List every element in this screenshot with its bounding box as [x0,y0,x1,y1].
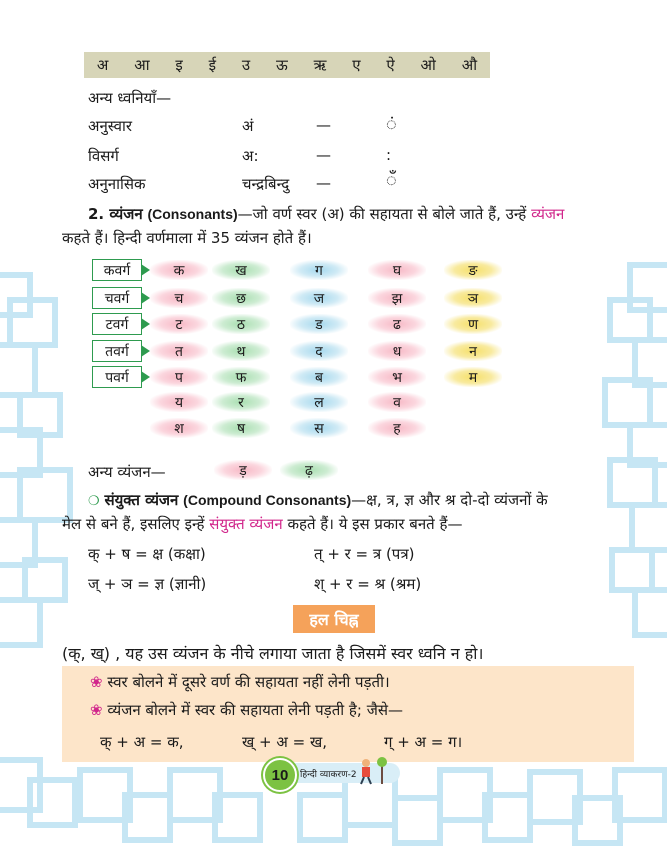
consonant-cell: ध [368,341,426,361]
sound-name: विसर्ग [88,147,119,165]
consonant-cell: ण [444,314,502,334]
consonant-cell: ड़ [214,460,272,480]
vowel: औ [461,56,478,74]
vowel: ऋ [313,56,327,74]
vowel: अ [96,56,109,74]
halant-title-box: हल चिह्न [293,605,375,633]
consonant-cell: ल [290,392,348,412]
halant-example: ग् + अ = ग। [384,733,463,751]
halant-description: (क्, ख्) , यह उस व्यंजन के नीचे लगाया जाता है जिसमें स्वर ध्वनि न हो। [62,644,484,663]
compound-text: कहते हैं। ये इस प्रकार बनते हैं— [287,515,463,533]
sound-sign: ँ [386,170,397,191]
vowel: ऊ [275,56,288,74]
note-item [90,672,390,692]
sound-name: अनुनासिक [88,175,146,193]
compound-text: मेल से बने हैं, इसलिए इन्हें [62,515,205,533]
halant-example: क् + अ = क, [100,733,184,751]
arrow-icon [141,318,150,330]
consonant-cell: ठ [212,314,270,334]
consonant-cell: र [212,392,270,412]
compound-heading [88,490,548,510]
varga-label: चवर्ग [92,287,142,309]
consonant-cell: क [150,260,208,280]
consonant-cell: ञ [444,288,502,308]
consonant-cell: झ [368,288,426,308]
vowel: ऐ [386,56,395,74]
note-text: स्वर बोलने में दूसरे वर्ण की सहायता नहीं लेनी पड़ती। [107,673,390,691]
vowel: ई [208,56,217,74]
sound-dash: — [316,116,331,134]
kids-illustration-icon [352,756,392,786]
consonant-cell: च [150,288,208,308]
consonant-cell: ङ [444,260,502,280]
highlight-term: संयुक्त व्यंजन [209,515,283,533]
sound-example: अ: [242,147,259,165]
consonants-intro [88,204,564,224]
footer-book-title: हिन्दी व्याकरण-2 [290,763,400,783]
consonant-cell: ष [212,418,270,438]
sound-dash: — [316,146,331,164]
consonant-cell: भ [368,367,426,387]
consonant-cell: थ [212,341,270,361]
vowel: आ [134,56,150,74]
sound-sign: : [386,146,392,164]
consonant-cell: द [290,341,348,361]
halant-example: ख् + अ = ख, [242,733,327,751]
sound-name: अनुस्वार [88,117,132,135]
consonant-cell: ड [290,314,348,334]
compound-formula: ज् + ञ = ज्ञ (ज्ञानी) [88,575,207,593]
circle-bullet-icon: ❍ [88,494,100,509]
highlight-term: व्यंजन [531,205,565,223]
vowel: उ [241,56,251,74]
consonant-cell: घ [368,260,426,280]
sound-sign: ं [386,114,397,135]
consonant-cell: ख [212,260,270,280]
consonant-cell: ग [290,260,348,280]
compound-formula: त् + र = त्र (पत्र) [314,545,415,563]
section-text: —जो वर्ण स्वर (अ) की सहायता से बोले जाते हैं, उन्हें [237,205,527,223]
consonant-cell: य [150,392,208,412]
consonant-cell: ढ [368,314,426,334]
vowel-bar [84,52,490,78]
varga-label: कवर्ग [92,259,142,281]
flower-icon: ❀ [90,673,103,691]
sound-example: चन्द्रबिन्दु [242,175,290,193]
consonants-count-text: कहते हैं। हिन्दी वर्णमाला में 35 व्यंजन होते हैं। [62,229,312,247]
consonant-cell: त [150,341,208,361]
consonant-cell: म [444,367,502,387]
consonant-cell: ट [150,314,208,334]
varga-label: टवर्ग [92,313,142,335]
note-text: व्यंजन बोलने में स्वर की सहायता लेनी पड़ती है; जैसे— [107,701,403,719]
sound-example: अं [242,117,254,135]
consonant-cell: ज [290,288,348,308]
arrow-icon [141,371,150,383]
consonant-cell: ह [368,418,426,438]
section-number: 2. व्यंजन [88,205,143,223]
varga-label: पवर्ग [92,366,142,388]
consonant-cell: ब [290,367,348,387]
other-sounds-heading: अन्य ध्वनियाँ— [88,89,172,107]
vowel: इ [175,56,183,74]
note-item [90,700,403,720]
sound-dash: — [316,174,331,192]
consonant-cell: व [368,392,426,412]
consonant-cell: न [444,341,502,361]
compound-text: —क्ष, त्र, ज्ञ और श्र दो-दो व्यंजनों के [351,491,548,509]
flower-icon: ❀ [90,701,103,719]
consonant-cell: ढ़ [280,460,338,480]
compound-english: (Compound Consonants) [183,492,352,508]
arrow-icon [141,264,150,276]
consonant-cell: श [150,418,208,438]
compound-formula: क् + ष = क्ष (कक्षा) [88,545,206,563]
arrow-icon [141,345,150,357]
compound-line2 [62,514,462,534]
vowel: ए [352,56,361,74]
compound-formula: श् + र = श्र (श्रम) [314,575,422,593]
consonant-cell: छ [212,288,270,308]
other-consonants-label: अन्य व्यंजन— [88,463,166,481]
consonant-cell: प [150,367,208,387]
consonant-cell: स [290,418,348,438]
vowel: ओ [420,56,436,74]
consonant-cell: फ [212,367,270,387]
section-english: (Consonants) [147,206,238,222]
arrow-icon [141,292,150,304]
compound-title: संयुक्त व्यंजन [104,491,179,509]
varga-label: तवर्ग [92,340,142,362]
page-number: 10 [263,758,297,792]
